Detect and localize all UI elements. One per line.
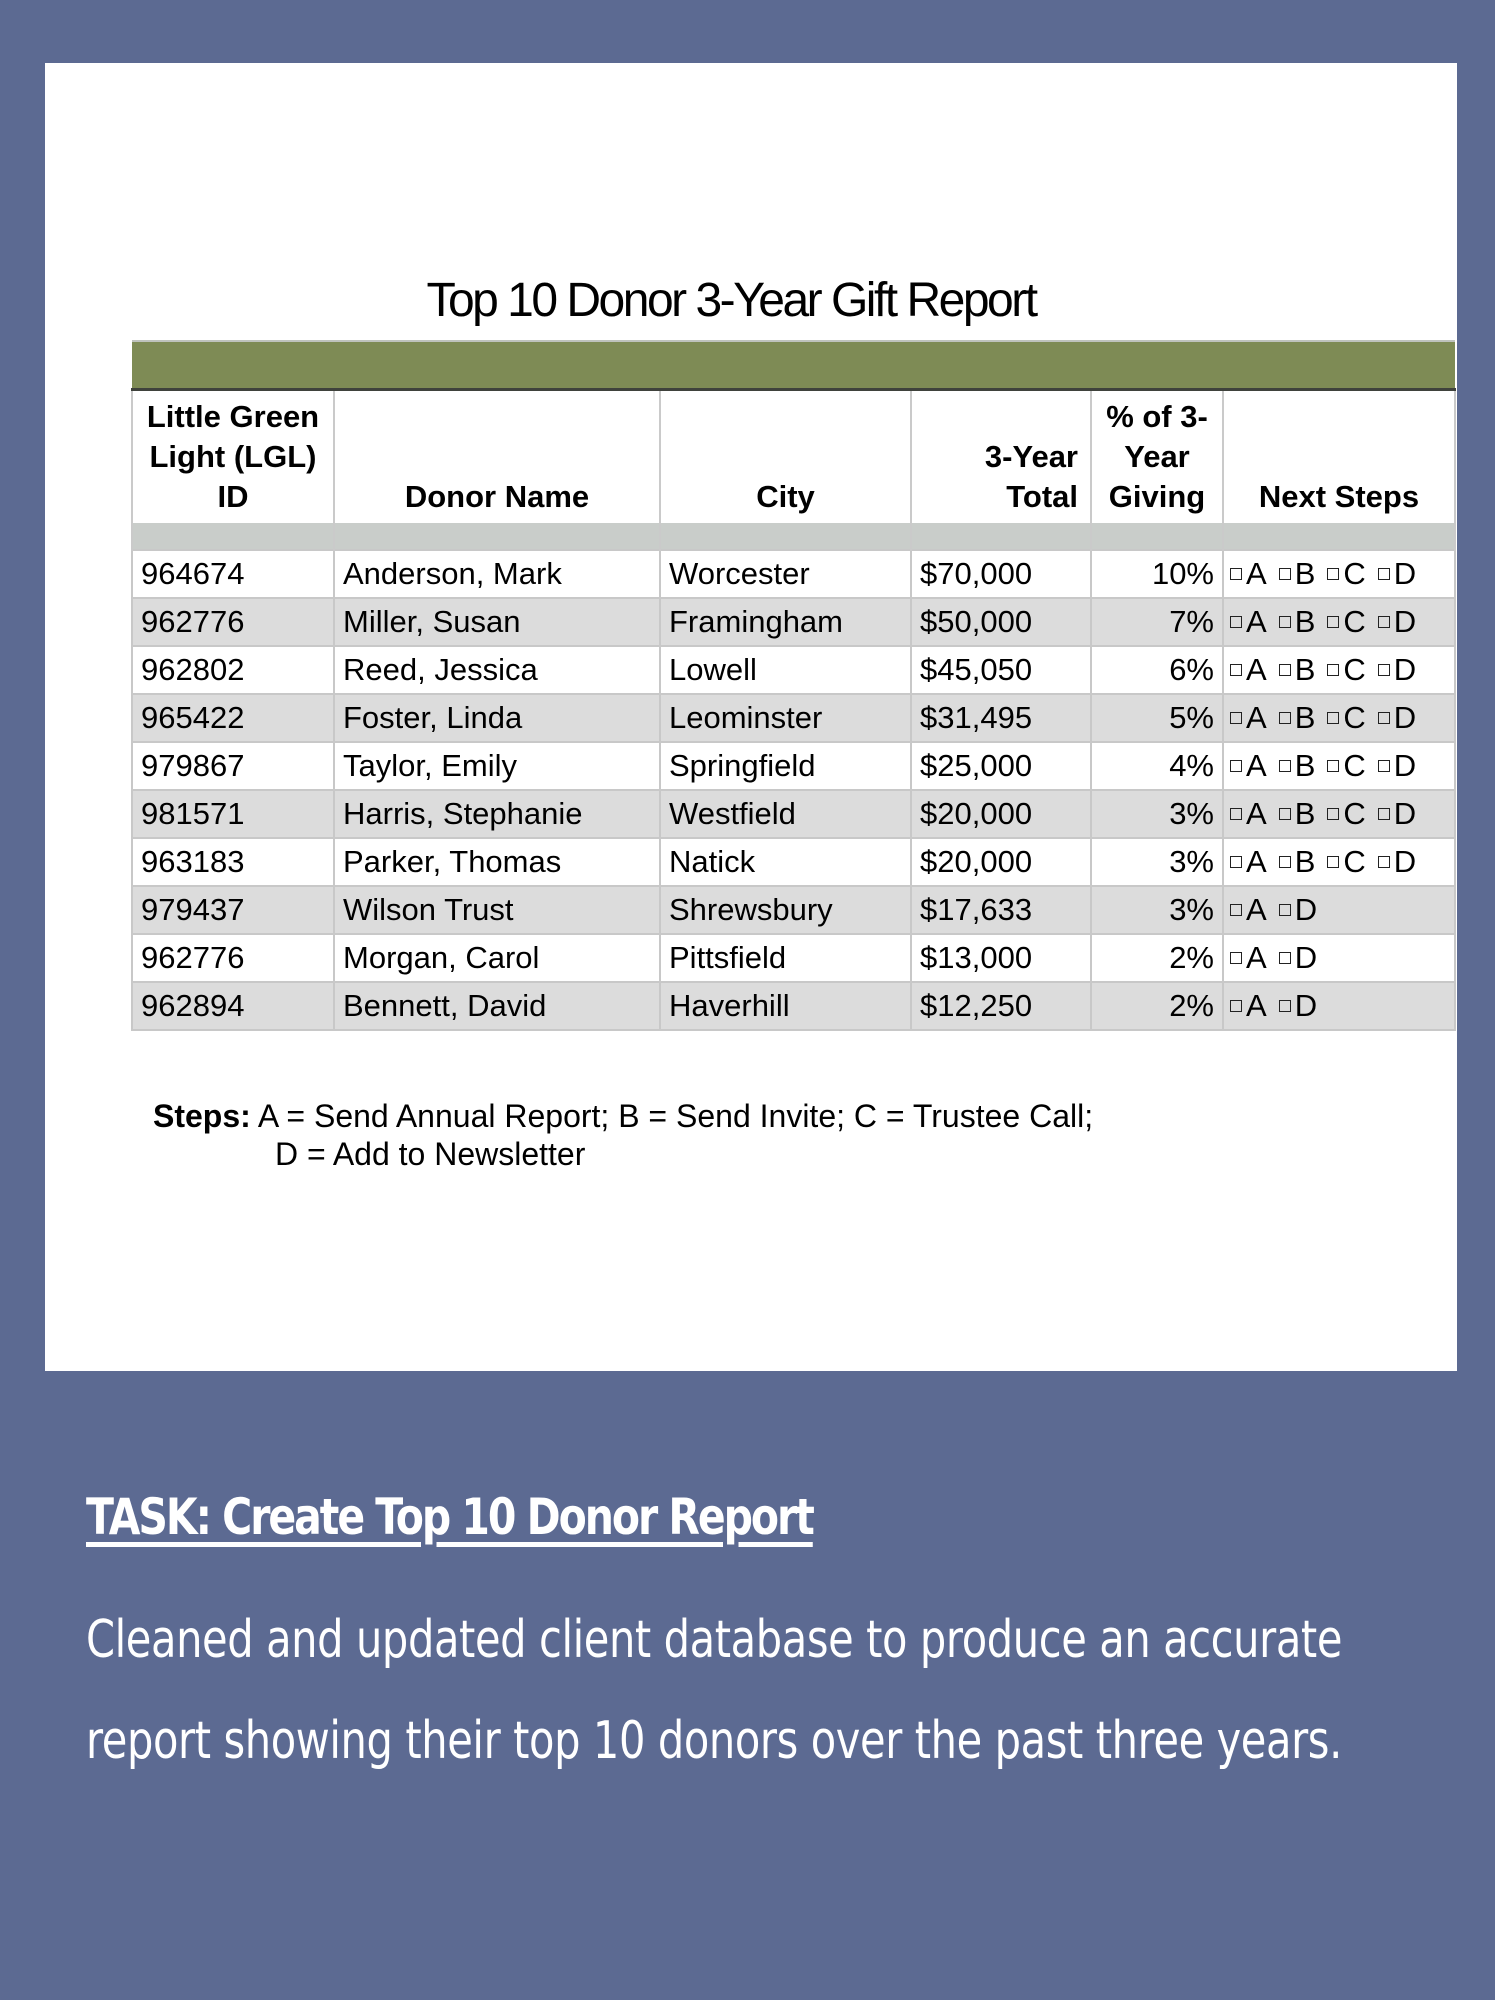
- next-step-label: D: [1294, 892, 1318, 927]
- next-step-label: D: [1294, 988, 1318, 1023]
- cell-lgl-id: 965422: [132, 694, 334, 742]
- cell-3-year-total: $50,000: [911, 598, 1091, 646]
- next-step-checkbox[interactable]: [1279, 839, 1316, 885]
- cell-donor-name: Bennett, David: [334, 982, 660, 1030]
- next-step-checkbox[interactable]: [1279, 743, 1316, 789]
- next-step-label: D: [1393, 652, 1417, 687]
- next-step-label: B: [1294, 604, 1316, 639]
- cell-pct-giving: 2%: [1091, 934, 1223, 982]
- table-row: [132, 790, 1455, 838]
- checkbox-icon[interactable]: [1279, 616, 1291, 628]
- cell-lgl-id: 962776: [132, 934, 334, 982]
- next-step-checkbox[interactable]: [1230, 647, 1267, 693]
- cell-3-year-total: $70,000: [911, 550, 1091, 598]
- next-step-label: A: [1246, 892, 1267, 927]
- cell-next-steps: [1223, 838, 1455, 886]
- table-row: [132, 742, 1455, 790]
- checkbox-icon[interactable]: [1327, 760, 1339, 772]
- next-step-checkbox[interactable]: [1279, 599, 1316, 645]
- checkbox-icon[interactable]: [1378, 664, 1390, 676]
- next-step-label: C: [1343, 556, 1366, 591]
- cell-lgl-id: 964674: [132, 550, 334, 598]
- cell-lgl-id: 962802: [132, 646, 334, 694]
- cell-3-year-total: $13,000: [911, 934, 1091, 982]
- table-row: [132, 694, 1455, 742]
- cell-donor-name: Morgan, Carol: [334, 934, 660, 982]
- cell-pct-giving: 3%: [1091, 886, 1223, 934]
- next-step-checkbox[interactable]: [1378, 743, 1416, 789]
- cell-lgl-id: 962776: [132, 598, 334, 646]
- table-row: [132, 646, 1455, 694]
- cell-pct-giving: 3%: [1091, 838, 1223, 886]
- cell-3-year-total: $20,000: [911, 790, 1091, 838]
- cell-donor-name: Harris, Stephanie: [334, 790, 660, 838]
- task-description: Cleaned and updated client database to produce an accurate report showing their top 10 donors over the past three years.: [86, 1610, 1343, 1771]
- cell-next-steps: [1223, 694, 1455, 742]
- cell-donor-name: Parker, Thomas: [334, 838, 660, 886]
- column-header-3-year-total: 3-Year Total: [911, 390, 1091, 524]
- next-step-checkbox[interactable]: [1327, 839, 1365, 885]
- next-step-label: B: [1294, 844, 1316, 879]
- checkbox-icon[interactable]: [1378, 616, 1390, 628]
- cell-pct-giving: 2%: [1091, 982, 1223, 1030]
- next-step-checkbox[interactable]: [1230, 551, 1267, 597]
- checkbox-icon[interactable]: [1279, 1000, 1291, 1012]
- next-step-checkbox[interactable]: [1327, 743, 1365, 789]
- cell-donor-name: Reed, Jessica: [334, 646, 660, 694]
- checkbox-icon[interactable]: [1327, 664, 1339, 676]
- checkbox-icon[interactable]: [1378, 568, 1390, 580]
- next-step-checkbox[interactable]: [1378, 695, 1416, 741]
- cell-next-steps: [1223, 982, 1455, 1030]
- next-step-label: C: [1343, 748, 1366, 783]
- cell-next-steps: [1223, 550, 1455, 598]
- next-step-checkbox[interactable]: [1279, 791, 1316, 837]
- next-step-label: A: [1246, 604, 1267, 639]
- next-step-label: C: [1343, 700, 1366, 735]
- cell-3-year-total: $17,633: [911, 886, 1091, 934]
- cell-lgl-id: 963183: [132, 838, 334, 886]
- checkbox-icon[interactable]: [1279, 568, 1291, 580]
- next-step-checkbox[interactable]: [1378, 551, 1416, 597]
- cell-3-year-total: $20,000: [911, 838, 1091, 886]
- next-step-label: B: [1294, 748, 1316, 783]
- table-row: [132, 550, 1455, 598]
- next-step-label: A: [1246, 988, 1267, 1023]
- next-step-label: D: [1393, 700, 1417, 735]
- next-step-label: D: [1393, 604, 1417, 639]
- checkbox-icon[interactable]: [1230, 712, 1242, 724]
- checkbox-icon[interactable]: [1279, 952, 1291, 964]
- column-header-pct-giving: % of 3-Year Giving: [1091, 390, 1223, 524]
- next-step-label: A: [1246, 700, 1267, 735]
- table-row: [132, 934, 1455, 982]
- next-step-label: D: [1393, 556, 1417, 591]
- cell-3-year-total: $45,050: [911, 646, 1091, 694]
- next-step-label: C: [1343, 652, 1366, 687]
- cell-city: Framingham: [660, 598, 911, 646]
- next-step-label: B: [1294, 556, 1316, 591]
- cell-next-steps: [1223, 934, 1455, 982]
- checkbox-icon[interactable]: [1279, 712, 1291, 724]
- next-step-checkbox[interactable]: [1279, 983, 1317, 1029]
- next-step-label: A: [1246, 748, 1267, 783]
- cell-donor-name: Anderson, Mark: [334, 550, 660, 598]
- cell-city: Westfield: [660, 790, 911, 838]
- next-step-label: D: [1393, 844, 1417, 879]
- checkbox-icon[interactable]: [1230, 664, 1242, 676]
- next-step-checkbox[interactable]: [1279, 695, 1316, 741]
- next-step-label: D: [1294, 940, 1318, 975]
- donor-table: [131, 340, 1456, 1031]
- cell-donor-name: Miller, Susan: [334, 598, 660, 646]
- next-step-label: B: [1294, 700, 1316, 735]
- report-title: Top 10 Donor 3-Year Gift Report: [426, 274, 1036, 327]
- checkbox-icon[interactable]: [1327, 856, 1339, 868]
- cell-donor-name: Wilson Trust: [334, 886, 660, 934]
- next-step-checkbox[interactable]: [1279, 887, 1317, 933]
- checkbox-icon[interactable]: [1327, 616, 1339, 628]
- checkbox-icon[interactable]: [1230, 616, 1242, 628]
- cell-next-steps: [1223, 790, 1455, 838]
- checkbox-icon[interactable]: [1279, 904, 1291, 916]
- cell-3-year-total: $25,000: [911, 742, 1091, 790]
- next-step-label: A: [1246, 652, 1267, 687]
- next-step-checkbox[interactable]: [1230, 935, 1267, 981]
- table-row: [132, 982, 1455, 1030]
- cell-city: Pittsfield: [660, 934, 911, 982]
- checkbox-icon[interactable]: [1378, 808, 1390, 820]
- checkbox-icon[interactable]: [1378, 856, 1390, 868]
- cell-pct-giving: 6%: [1091, 646, 1223, 694]
- cell-donor-name: Taylor, Emily: [334, 742, 660, 790]
- cell-pct-giving: 10%: [1091, 550, 1223, 598]
- cell-city: Worcester: [660, 550, 911, 598]
- column-header-city: City: [660, 390, 911, 524]
- checkbox-icon[interactable]: [1279, 856, 1291, 868]
- next-step-checkbox[interactable]: [1327, 791, 1365, 837]
- next-step-label: A: [1246, 796, 1267, 831]
- cell-next-steps: [1223, 598, 1455, 646]
- next-step-checkbox[interactable]: [1279, 551, 1316, 597]
- checkbox-icon[interactable]: [1378, 712, 1390, 724]
- cell-lgl-id: 979867: [132, 742, 334, 790]
- next-step-label: D: [1393, 796, 1417, 831]
- cell-3-year-total: $31,495: [911, 694, 1091, 742]
- cell-city: Natick: [660, 838, 911, 886]
- checkbox-icon[interactable]: [1279, 760, 1291, 772]
- table-row: [132, 886, 1455, 934]
- checkbox-icon[interactable]: [1230, 856, 1242, 868]
- next-step-checkbox[interactable]: [1230, 695, 1267, 741]
- report-card: [45, 63, 1457, 1371]
- cell-lgl-id: 979437: [132, 886, 334, 934]
- cell-lgl-id: 962894: [132, 982, 334, 1030]
- next-step-checkbox[interactable]: [1279, 647, 1316, 693]
- next-step-checkbox[interactable]: [1378, 839, 1416, 885]
- column-header-next-steps: Next Steps: [1223, 390, 1455, 524]
- next-step-checkbox[interactable]: [1327, 551, 1365, 597]
- checkbox-icon[interactable]: [1230, 952, 1242, 964]
- table-header-row: [132, 390, 1455, 524]
- cell-pct-giving: 4%: [1091, 742, 1223, 790]
- checkbox-icon[interactable]: [1230, 1000, 1242, 1012]
- cell-3-year-total: $12,250: [911, 982, 1091, 1030]
- next-step-label: A: [1246, 556, 1267, 591]
- cell-city: Lowell: [660, 646, 911, 694]
- next-step-label: D: [1393, 748, 1417, 783]
- task-title: TASK: Create Top 10 Donor Report: [86, 1488, 813, 1546]
- next-step-label: A: [1246, 940, 1267, 975]
- cell-pct-giving: 3%: [1091, 790, 1223, 838]
- next-step-checkbox[interactable]: [1327, 647, 1365, 693]
- cell-city: Shrewsbury: [660, 886, 911, 934]
- cell-next-steps: [1223, 646, 1455, 694]
- column-header-lgl-id: Little Green Light (LGL) ID: [132, 390, 334, 524]
- checkbox-icon[interactable]: [1378, 760, 1390, 772]
- cell-next-steps: [1223, 742, 1455, 790]
- task-section: [86, 1488, 1495, 1792]
- cell-city: Leominster: [660, 694, 911, 742]
- next-step-checkbox[interactable]: [1378, 599, 1416, 645]
- checkbox-icon[interactable]: [1327, 808, 1339, 820]
- next-step-checkbox[interactable]: [1230, 599, 1267, 645]
- next-step-checkbox[interactable]: [1378, 791, 1416, 837]
- steps-legend-line-1: A = Send Annual Report; B = Send Invite; C = Trustee Call;: [257, 1098, 1094, 1134]
- table-row: [132, 838, 1455, 886]
- next-step-checkbox[interactable]: [1230, 839, 1267, 885]
- next-step-label: A: [1246, 844, 1267, 879]
- next-step-label: B: [1294, 652, 1316, 687]
- checkbox-icon[interactable]: [1279, 664, 1291, 676]
- column-header-donor-name: Donor Name: [334, 390, 660, 524]
- next-step-label: B: [1294, 796, 1316, 831]
- next-step-label: C: [1343, 796, 1366, 831]
- checkbox-icon[interactable]: [1230, 760, 1242, 772]
- cell-city: Springfield: [660, 742, 911, 790]
- steps-legend-line-2: D = Add to Newsletter: [275, 1136, 586, 1172]
- checkbox-icon[interactable]: [1327, 568, 1339, 580]
- next-step-checkbox[interactable]: [1327, 695, 1365, 741]
- cell-donor-name: Foster, Linda: [334, 694, 660, 742]
- next-step-checkbox[interactable]: [1230, 887, 1267, 933]
- next-step-checkbox[interactable]: [1230, 743, 1267, 789]
- checkbox-icon[interactable]: [1279, 808, 1291, 820]
- checkbox-icon[interactable]: [1230, 904, 1242, 916]
- next-step-checkbox[interactable]: [1378, 647, 1416, 693]
- next-step-label: C: [1343, 844, 1366, 879]
- table-title-band: [132, 341, 1455, 390]
- cell-lgl-id: 981571: [132, 790, 334, 838]
- cell-next-steps: [1223, 886, 1455, 934]
- cell-city: Haverhill: [660, 982, 911, 1030]
- next-step-checkbox[interactable]: [1279, 935, 1317, 981]
- next-step-label: C: [1343, 604, 1366, 639]
- next-step-checkbox[interactable]: [1230, 791, 1267, 837]
- steps-legend-label: Steps:: [153, 1098, 251, 1134]
- table-row: [132, 598, 1455, 646]
- cell-pct-giving: 5%: [1091, 694, 1223, 742]
- cell-pct-giving: 7%: [1091, 598, 1223, 646]
- next-step-checkbox[interactable]: [1230, 983, 1267, 1029]
- checkbox-icon[interactable]: [1327, 712, 1339, 724]
- steps-legend: [153, 1097, 1093, 1173]
- header-spacer-row: [132, 523, 1455, 550]
- checkbox-icon[interactable]: [1230, 808, 1242, 820]
- next-step-checkbox[interactable]: [1327, 599, 1365, 645]
- checkbox-icon[interactable]: [1230, 568, 1242, 580]
